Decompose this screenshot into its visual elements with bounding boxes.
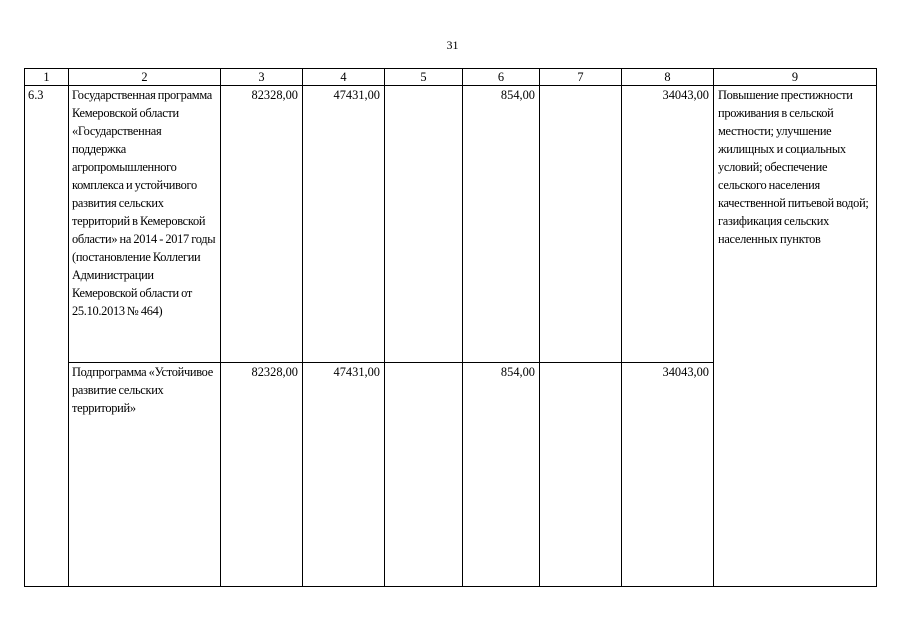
subprogram-col8-cell: 34043,00 [622, 363, 714, 587]
column-header-8: 8 [622, 69, 714, 86]
subprogram-col5-cell [385, 363, 463, 587]
column-header-3: 3 [221, 69, 303, 86]
column-number-row [25, 69, 877, 86]
column-header-7: 7 [540, 69, 622, 86]
program-name-cell: Государственная программа Кемеровской области «Государственная поддержка агропромышленного комплекса и устойчивого развития сельских территорий в Кемеровской области» на 2014 - 2017 годы (постановление Коллегии Администрации Кемеровской области от 25.10.2013 № 464) [69, 86, 221, 363]
page-number: 31 [446, 38, 459, 52]
column-header-6: 6 [463, 69, 540, 86]
subprogram-col6-cell: 854,00 [463, 363, 540, 587]
subprogram-total-cell: 82328,00 [221, 363, 303, 587]
column-header-1: 1 [25, 69, 69, 86]
amount-col8-cell: 34043,00 [622, 86, 714, 363]
subprogram-col4-cell: 47431,00 [303, 363, 385, 587]
column-header-9: 9 [714, 69, 877, 86]
expected-results-cell: Повышение престижности проживания в сельской местности; улучшение жилищных и социальных условий; обеспечение сельского населения качественной питьевой водой; газификация сельских населенных пунктов [714, 86, 877, 587]
amount-col6-cell: 854,00 [463, 86, 540, 363]
subprogram-name-cell: Подпрограмма «Устойчивое развитие сельских территорий» [69, 363, 221, 587]
subprogram-col7-cell [540, 363, 622, 587]
column-header-2: 2 [69, 69, 221, 86]
total-amount-cell: 82328,00 [221, 86, 303, 363]
program-funding-table [24, 68, 877, 587]
row-number-cell: 6.3 [25, 86, 69, 587]
amount-col4-cell: 47431,00 [303, 86, 385, 363]
table-row-program [25, 86, 877, 363]
column-header-4: 4 [303, 69, 385, 86]
amount-col5-cell [385, 86, 463, 363]
amount-col7-cell [540, 86, 622, 363]
column-header-5: 5 [385, 69, 463, 86]
